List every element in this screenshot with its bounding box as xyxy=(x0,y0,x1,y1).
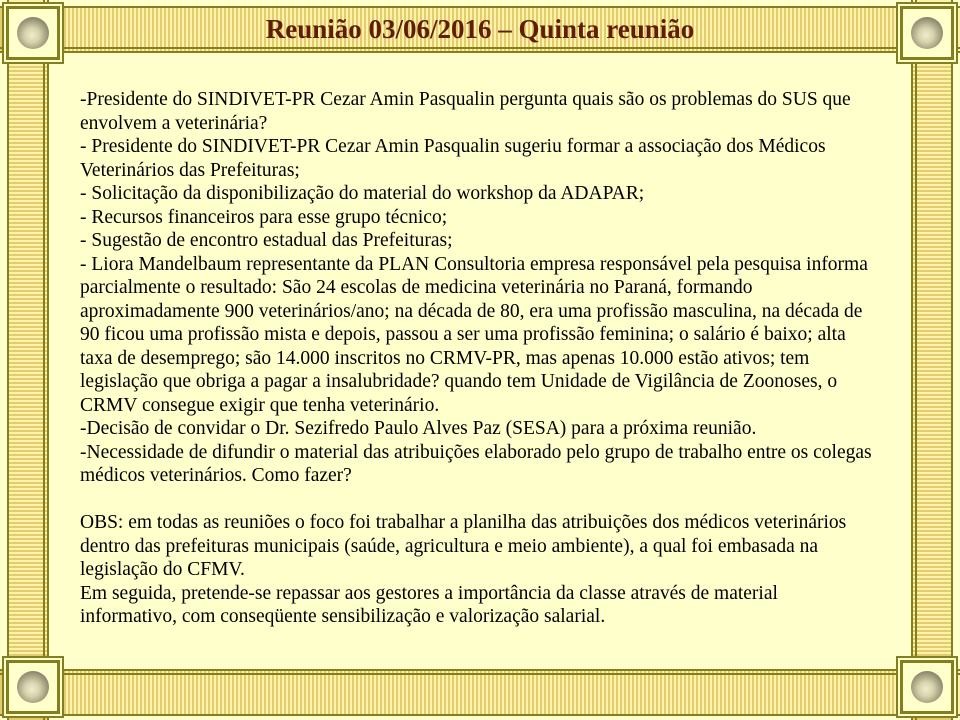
right-border-ribbon xyxy=(911,0,953,720)
body-paragraph: Em seguida, pretende-se repassar aos gestores a importância da classe através de material informativo, com conseqüente sensibilização e valorização salarial. xyxy=(80,582,778,627)
body-paragraph: - Solicitação da disponibilização do material do workshop da ADAPAR; xyxy=(80,183,645,204)
body-paragraph: - Liora Mandelbaum representante da PLAN Consultoria empresa responsável pela pesquisa informa parcialmente o resultado: São 24 escolas de medicina veterinária no Paraná, formando aproximadamente 900 veterinários/ano; na década de 80, era uma profissão masculina, na década de 90 ficou uma profissão mista e depois, passou a ser uma profissão feminina; o salário é baixo; alta taxa de desemprego; são 14.000 inscritos no CRMV-PR, mas apenas 10.000 estão ativos; tem legislação que obriga a pagar a insalubridade? quando tem Unidade de Vigilância de Zoonoses, o CRMV consegue exigir que tenha veterinário. xyxy=(80,253,868,416)
body-paragraph: - Presidente do SINDIVET-PR Cezar Amin Pasqualin sugeriu formar a associação dos Médicos Veterinários das Prefeituras; xyxy=(80,136,826,181)
body-paragraph: -Presidente do SINDIVET-PR Cezar Amin Pasqualin pergunta quais são os problemas do SUS que envolvem a veterinária? xyxy=(80,89,851,134)
body-paragraph: -Decisão de convidar o Dr. Sezifredo Paulo Alves Paz (SESA) para a próxima reunião. xyxy=(80,418,757,439)
body-paragraph: - Recursos financeiros para esse grupo técnico; xyxy=(80,206,448,228)
slide-body xyxy=(80,88,875,629)
left-border-ribbon xyxy=(7,0,49,720)
title-bar xyxy=(0,6,960,53)
corner-ornament-bottom-left xyxy=(2,656,64,718)
corner-ornament-top-left xyxy=(2,2,64,64)
sphere-icon xyxy=(17,671,49,703)
body-paragraph: -Necessidade de difundir o material das atribuições elaborado pelo grupo de trabalho entre os colegas médicos veterinários. Como fazer? xyxy=(80,441,872,486)
corner-ornament-top-right xyxy=(896,2,958,64)
body-paragraph: - Sugestão de encontro estadual das Prefeituras; xyxy=(80,230,453,251)
slide-title: Reunião 03/06/2016 – Quinta reunião xyxy=(265,14,695,44)
blank-line-spacer xyxy=(80,488,875,512)
sphere-icon xyxy=(17,17,49,49)
sphere-icon xyxy=(911,17,943,49)
bottom-border-ribbon xyxy=(0,669,960,716)
sphere-icon xyxy=(911,671,943,703)
body-paragraph: OBS: em todas as reuniões o foco foi trabalhar a planilha das atribuições dos médicos veterinários dentro das prefeituras municipais (saúde, agricultura e meio ambiente), a qual foi embasada na legislação do CFMV. xyxy=(80,512,847,580)
corner-ornament-bottom-right xyxy=(896,656,958,718)
